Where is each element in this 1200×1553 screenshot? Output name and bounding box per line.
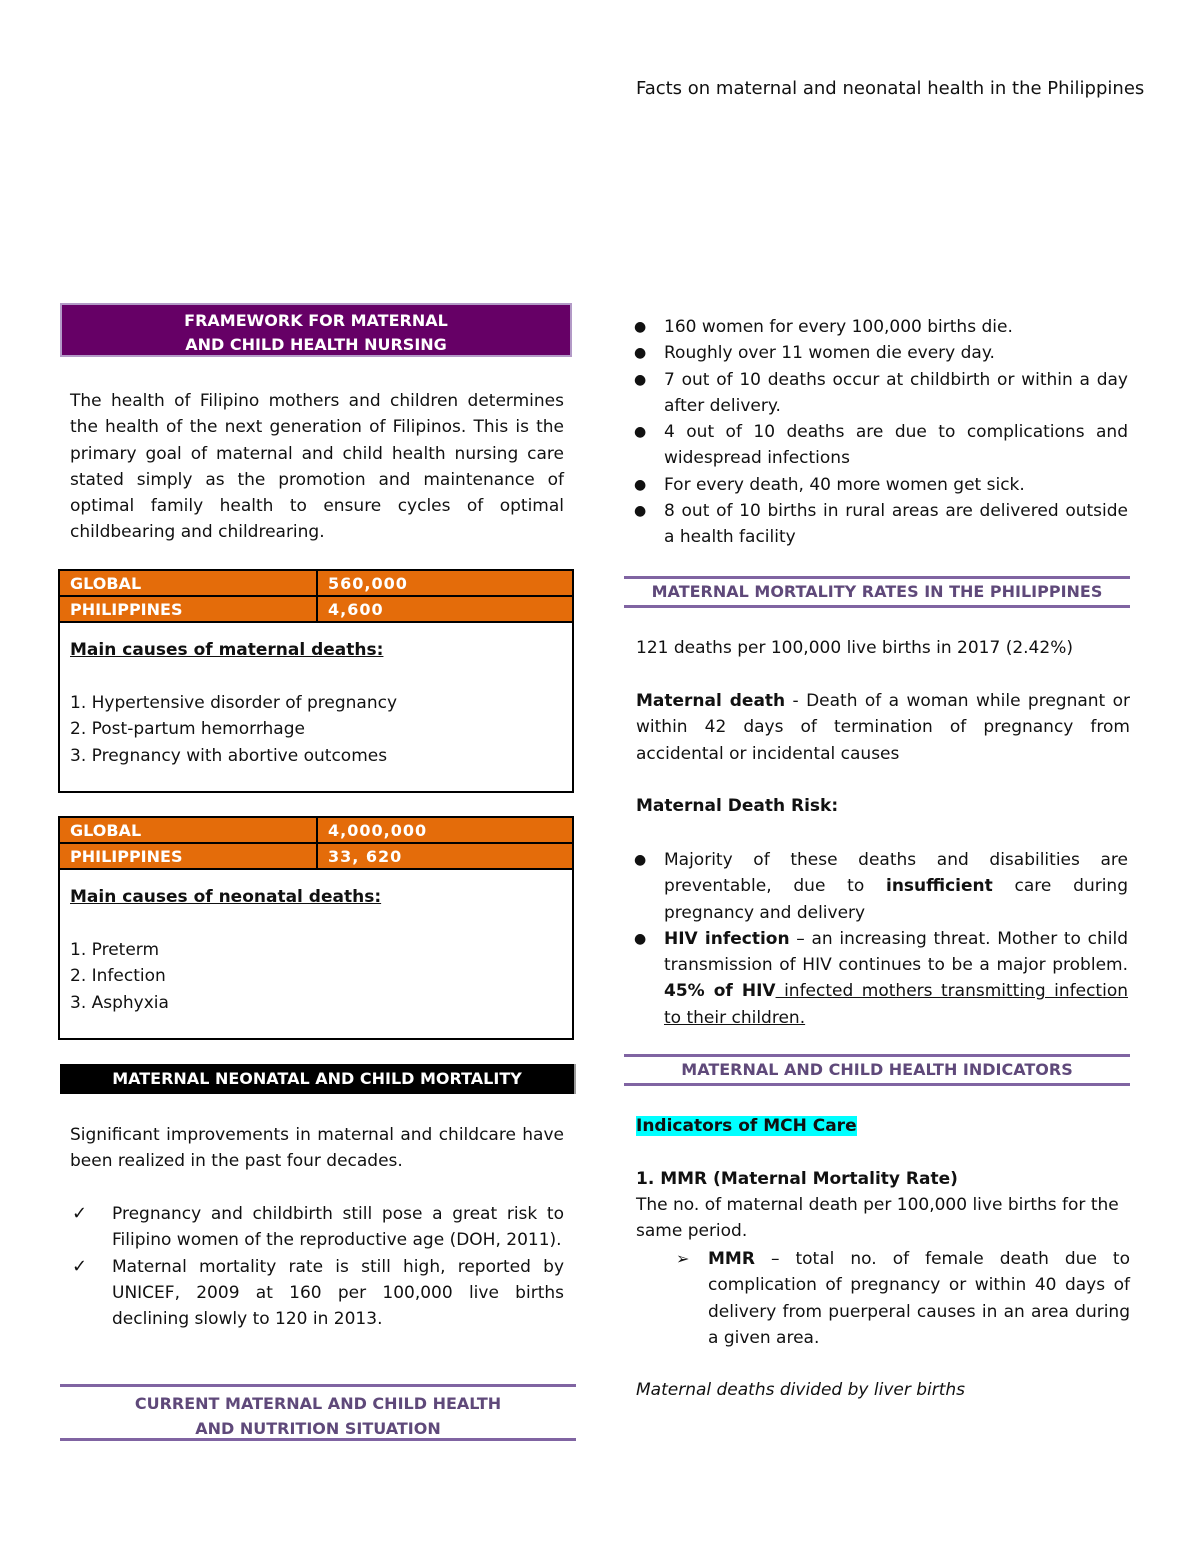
arrow-bullet-icon: ➢ xyxy=(676,1249,690,1268)
bullet-icon: ● xyxy=(634,476,647,493)
checkmark-icon: ✓ xyxy=(72,1255,88,1277)
bullet-icon: ● xyxy=(634,424,647,441)
fact-item: ● 8 out of 10 births in rural areas are delivered outside a health facility xyxy=(626,498,1128,551)
neonatal-deaths-table xyxy=(58,816,574,1040)
mmr-stat: 121 deaths per 100,000 live births in 2017 (2.42%) xyxy=(636,638,1073,658)
bullet-icon: ● xyxy=(634,852,647,868)
risk-list xyxy=(626,847,1128,1031)
check-item: ✓ Pregnancy and childbirth still pose a great risk to Filipino women of the reproductive age (DOH, 2011). xyxy=(72,1203,564,1251)
maternal-global-label: GLOBAL xyxy=(59,570,317,596)
mmr-arrow-list xyxy=(636,1246,1130,1351)
bullet-icon: ● xyxy=(634,319,647,335)
check-item: ✓ Maternal mortality rate is still high, reported by UNICEF, 2009 at 160 per 100,000 live births declining slowly to 120 in 2013. xyxy=(72,1255,564,1330)
maternal-death-definition: Maternal death - Death of a woman while pregnant or within 42 days of termination of pregnancy from accidental or incidental causes xyxy=(636,691,1130,764)
maternal-philippines-label: PHILIPPINES xyxy=(59,596,317,622)
current-title-line2: AND NUTRITION SITUATION xyxy=(195,1419,441,1438)
risk-item: ● Majority of these deaths and disabilities are preventable, due to insufficient care during pregnancy and delivery xyxy=(626,847,1128,926)
neonatal-causes-title: Main causes of neonatal deaths: xyxy=(70,887,382,907)
arrow-item: ➢ MMR – total no. of female death due to complication of pregnancy or within 40 days of delivery from puerperal causes in an area during a given area. xyxy=(636,1246,1130,1351)
maternal-cause-item: 1. Hypertensive disorder of pregnancy xyxy=(70,692,398,713)
fact-item: ● 7 out of 10 deaths occur at childbirth or within a day after delivery. xyxy=(626,367,1128,420)
mmr-definition: The no. of maternal death per 100,000 live births for the same period. xyxy=(636,1195,1119,1242)
maternal-cause-item: 2. Post-partum hemorrhage xyxy=(70,719,305,739)
mmr-philippines-heading: MATERNAL MORTALITY RATES IN THE PHILIPPINES xyxy=(624,576,1130,608)
fact-item: ● Roughly over 11 women die every day. xyxy=(626,340,1128,366)
current-situation-heading xyxy=(60,1384,576,1441)
risk-title: Maternal Death Risk: xyxy=(636,796,839,816)
checkmark-icon: ✓ xyxy=(72,1203,88,1224)
mortality-check-list xyxy=(60,1201,564,1332)
neonatal-cause-item: 2. Infection xyxy=(70,966,166,986)
fact-item: ● 160 women for every 100,000 births die. xyxy=(626,314,1128,340)
mmr-heading: 1. MMR (Maternal Mortality Rate) xyxy=(636,1169,958,1189)
bullet-icon: ● xyxy=(634,930,647,947)
bullet-icon: ● xyxy=(634,371,647,388)
neonatal-global-value: 4,000,000 xyxy=(317,817,573,843)
neonatal-philippines-label: PHILIPPINES xyxy=(59,843,317,869)
neonatal-global-label: GLOBAL xyxy=(59,817,317,843)
risk-item: ● HIV infection – an increasing threat. Mother to child transmission of HIV continues to be a major problem. 45% of HIV infected mothers transmitting infection to their children. xyxy=(626,926,1128,1031)
maternal-death-term: Maternal death xyxy=(636,691,786,711)
facts-list xyxy=(626,314,1128,551)
maternal-philippines-value: 4,600 xyxy=(317,596,573,622)
header-note: Facts on maternal and neonatal health in the Philippines xyxy=(636,78,1145,99)
bullet-icon: ● xyxy=(634,503,647,520)
maternal-cause-item: 3. Pregnancy with abortive outcomes xyxy=(70,745,388,766)
maternal-causes-cell xyxy=(59,622,573,792)
fact-item: ● 4 out of 10 deaths are due to complications and widespread infections xyxy=(626,419,1128,472)
mortality-banner: MATERNAL NEONATAL AND CHILD MORTALITY xyxy=(60,1064,576,1094)
mch-indicators-heading: MATERNAL AND CHILD HEALTH INDICATORS xyxy=(624,1054,1130,1086)
fact-item: ● For every death, 40 more women get sick. xyxy=(626,472,1128,498)
neonatal-cause-item: 1. Preterm xyxy=(70,939,160,960)
framework-banner xyxy=(60,303,572,357)
mmr-formula: Maternal deaths divided by liver births xyxy=(636,1380,966,1400)
framework-title-line1: FRAMEWORK FOR MATERNAL xyxy=(184,311,448,330)
neonatal-causes-cell xyxy=(59,869,573,1039)
maternal-global-value: 560,000 xyxy=(317,570,573,596)
framework-text: The health of Filipino mothers and children determines the health of the next generation of Filipinos. This is the primary goal of maternal and child health nursing care stated simply as the promotion and maintenance of optimal family health to ensure cycles of optimal childbearing and childrearing. xyxy=(70,391,564,543)
maternal-deaths-table xyxy=(58,569,574,793)
current-title-line1: CURRENT MATERNAL AND CHILD HEALTH xyxy=(134,1394,502,1413)
maternal-causes-title: Main causes of maternal deaths: xyxy=(70,640,384,660)
neonatal-philippines-value: 33, 620 xyxy=(317,843,573,869)
framework-title-line2: AND CHILD HEALTH NURSING xyxy=(185,335,447,354)
bullet-icon: ● xyxy=(634,345,647,362)
neonatal-cause-item: 3. Asphyxia xyxy=(70,992,169,1013)
mortality-text: Significant improvements in maternal and childcare have been realized in the past four decades. xyxy=(70,1125,564,1172)
indicators-label: Indicators of MCH Care xyxy=(636,1116,857,1136)
